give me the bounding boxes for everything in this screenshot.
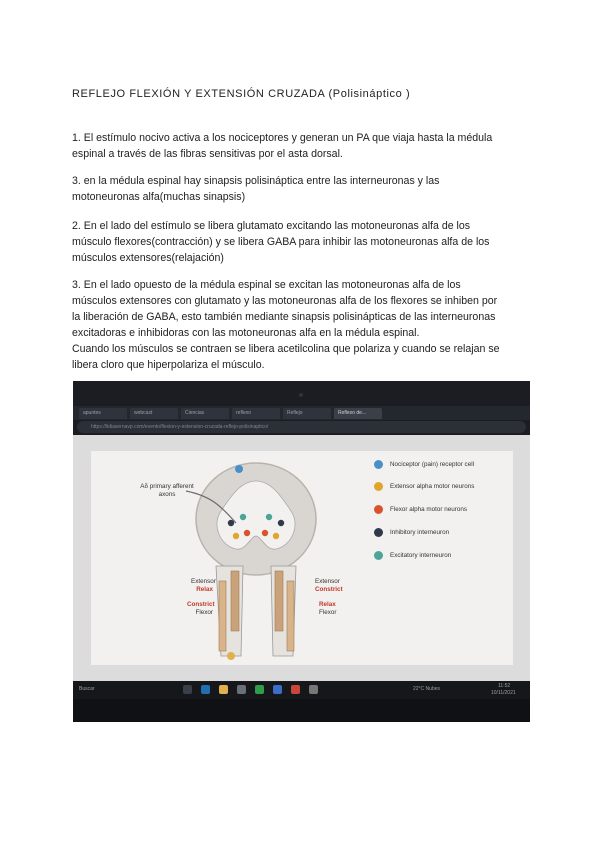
nociceptor-neuron	[235, 465, 243, 473]
legend-label: Inhibitory interneuron	[390, 529, 450, 536]
left-flexor-muscle	[231, 571, 239, 631]
browser-tab-bar	[73, 406, 530, 420]
paragraph-3	[72, 218, 532, 266]
paragraph-line: músculo flexores(contracción) y se libera GABA para inhibir las motoneuronas alfa de los	[72, 236, 490, 248]
right-flexor-muscle	[287, 581, 294, 651]
legend-label: Flexor alpha motor neurons	[390, 506, 468, 513]
paragraph-line: motoneuronas alfa(muchas sinapsis)	[72, 191, 246, 203]
file-explorer-icon[interactable]	[219, 685, 228, 694]
taskbar-weather: 22°C Nubes	[413, 686, 441, 692]
paragraph-line: 3. En el lado opuesto de la médula espinal se excitan las motoneuronas alfa de los	[72, 279, 461, 291]
nociceptor-icon	[373, 459, 384, 470]
browser-tab-active[interactable]: Reflexo de...	[334, 408, 382, 419]
afferent-axon-label: Aδ primary afferent axons	[140, 483, 194, 498]
legend-item-excitatory	[373, 550, 451, 561]
taskbar-date: 10/11/2021	[491, 690, 516, 696]
legend-label: Extensor alpha motor neurons	[390, 483, 475, 490]
taskbar-time: 11:52	[498, 683, 511, 689]
paragraph-2	[72, 173, 532, 205]
paragraph-line: libera cloro que hiperpolariza el músculo.	[72, 359, 265, 371]
reflex-figure	[91, 451, 513, 665]
taskbar-search[interactable]: Buscar	[79, 686, 95, 692]
right-flexor-label: Flexor	[319, 609, 337, 616]
inhibitory-neuron	[278, 520, 284, 526]
extensor-neuron	[273, 533, 279, 539]
powerpoint-icon[interactable]	[291, 685, 300, 694]
pain-stimulus	[227, 652, 235, 660]
edge-icon[interactable]	[201, 685, 210, 694]
left-extensor-muscle	[219, 581, 226, 651]
paragraph-line: 1. El estímulo nocivo activa a los nociceptores y generan un PA que viaja hasta la médula	[72, 132, 493, 144]
settings-icon[interactable]	[309, 685, 318, 694]
document-title: REFLEJO FLEXIÓN Y EXTENSIÓN CRUZADA (Polisináptico )	[72, 88, 411, 100]
browser-tab[interactable]: apuntes	[79, 408, 127, 419]
legend-label: Excitatory interneuron	[390, 552, 452, 559]
browser-tab[interactable]: Reflejo	[283, 408, 331, 419]
left-extensor-label: Extensor	[191, 578, 216, 585]
laptop-screen-photo	[73, 381, 530, 722]
flexor-neuron	[262, 530, 268, 536]
left-flexor-label: Flexor	[195, 609, 213, 616]
laptop-bezel	[73, 699, 530, 722]
paragraph-line: excitadoras e inhibidoras con las motoneuronas alfa en la médula espinal.	[72, 327, 420, 339]
store-icon[interactable]	[237, 685, 246, 694]
inhibitory-neuron	[228, 520, 234, 526]
extensor-neuron-icon	[373, 481, 384, 492]
right-extensor-label: Extensor	[315, 578, 340, 585]
inhibitory-neuron-icon	[373, 527, 384, 538]
left-extensor-state: Relax	[196, 586, 213, 593]
windows-taskbar	[73, 681, 530, 699]
left-flexor-state: Constrict	[187, 601, 215, 608]
paragraph-line: músculos extensores con glutamato y las motoneuronas alfa de los flexores se inhiben por	[72, 295, 498, 307]
browser-tab[interactable]: reflexo	[232, 408, 280, 419]
legend-item-extensor	[373, 481, 474, 492]
paragraph-4	[72, 277, 532, 373]
whatsapp-icon[interactable]	[255, 685, 264, 694]
word-icon[interactable]	[273, 685, 282, 694]
excitatory-neuron	[240, 514, 246, 520]
browser-tab[interactable]: Ciencias	[181, 408, 229, 419]
webcam-dot	[299, 393, 303, 397]
browser-url-bar[interactable]: https://lidiasernavp.com/evento/flexion-y-extension-cruzada-reflejo-polisinaptico/	[77, 421, 526, 433]
browser-tab[interactable]: webcast	[130, 408, 178, 419]
browser-viewport	[73, 435, 530, 681]
right-extensor-muscle	[275, 571, 283, 631]
right-extensor-state: Constrict	[315, 586, 343, 593]
windows-start-icon[interactable]	[183, 685, 192, 694]
paragraph-line: 2. En el lado del estímulo se libera glutamato excitando las motoneuronas alfa de los	[72, 220, 471, 232]
paragraph-1	[72, 130, 532, 162]
flexor-neuron	[244, 530, 250, 536]
excitatory-neuron-icon	[373, 550, 384, 561]
legend-item-flexor	[373, 504, 467, 515]
paragraph-line: la liberación de GABA, esto también mediante sinapsis polisinápticas de las interneuronas	[72, 311, 496, 323]
legend-label: Nociceptor (pain) receptor cell	[390, 461, 474, 468]
legend-item-nociceptor	[373, 459, 474, 470]
paragraph-line: Cuando los músculos se contraen se libera acetilcolina que polariza y cuando se relajan se	[72, 343, 500, 355]
paragraph-line: 3. en la médula espinal hay sinapsis polisináptica entre las interneuronas y las	[72, 175, 440, 187]
legend-item-inhibitory	[373, 527, 449, 538]
paragraph-line: espinal a través de las fibras sensitivas por el asta dorsal.	[72, 148, 343, 160]
right-flexor-state: Relax	[319, 601, 336, 608]
extensor-neuron	[233, 533, 239, 539]
flexor-neuron-icon	[373, 504, 384, 515]
paragraph-line: músculos extensores(relajación)	[72, 252, 224, 264]
excitatory-neuron	[266, 514, 272, 520]
